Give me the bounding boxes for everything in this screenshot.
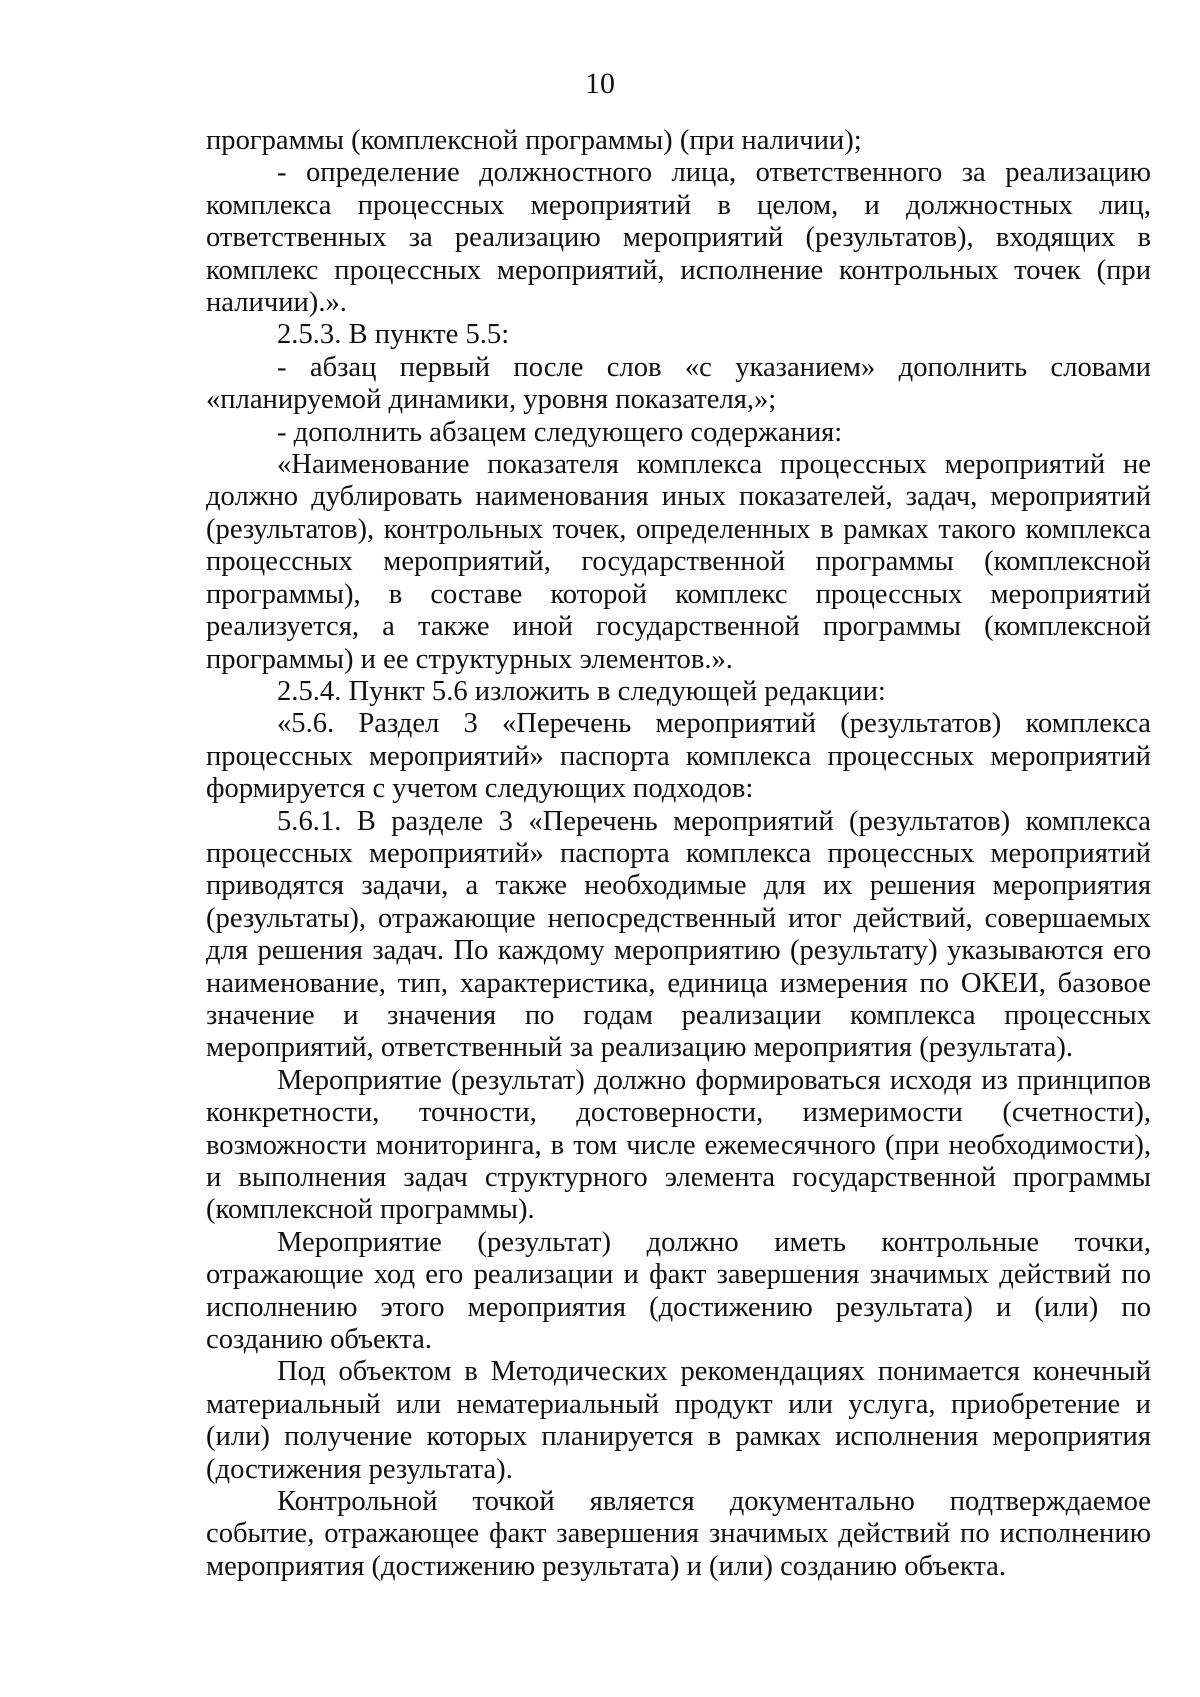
paragraph: - абзац первый после слов «с указанием» дополнить словами «планируемой динамики, уровня показателя,»; xyxy=(206,351,1151,416)
paragraph: Мероприятие (результат) должно формироваться исходя из принципов конкретности, точности, достоверности, измеримости (счетности), возможности мониторинга, в том числе ежемесячного (при необходимости), и выполнения задач структурного элемента государственной программы (комплексной программы). xyxy=(206,1064,1151,1226)
paragraph: - определение должностного лица, ответственного за реализацию комплекса процессных мероприятий в целом, и должностных лиц, ответственных за реализацию мероприятий (результатов), входящих в комплекс процессных мероприятий, исполнение контрольных точек (при наличии).». xyxy=(206,157,1151,319)
paragraph: Контрольной точкой является документально подтверждаемое событие, отражающее факт завершения значимых действий по исполнению мероприятия (достижению результата) и (или) созданию объекта. xyxy=(206,1486,1151,1582)
document-body xyxy=(206,125,1151,1583)
paragraph: Под объектом в Методических рекомендациях понимается конечный материальный или нематериальный продукт или услуга, приобретение и (или) получение которых планируется в рамках исполнения мероприятия (достижения результата). xyxy=(206,1356,1151,1485)
paragraph: «Наименование показателя комплекса процессных мероприятий не должно дублировать наименования иных показателей, задач, мероприятий (результатов), контрольных точек, определенных в рамках такого комплекса процессных мероприятий, государственной программы (комплексной программы), в составе которой комплекс процессных мероприятий реализуется, а также иной государственной программы (комплексной программы) и ее структурных элементов.». xyxy=(206,449,1151,675)
paragraph: 5.6.1. В разделе 3 «Перечень мероприятий (результатов) комплекса процессных мероприятий» паспорта комплекса процессных мероприятий приводятся задачи, а также необходимые для их решения мероприятия (результаты), отражающие непосредственный итог действий, совершаемых для решения задач. По каждому мероприятию (результату) указываются его наименование, тип, характеристика, единица измерения по ОКЕИ, базовое значение и значения по годам реализации комплекса процессных мероприятий, ответственный за реализацию мероприятия (результата). xyxy=(206,805,1151,1064)
paragraph: Мероприятие (результат) должно иметь контрольные точки, отражающие ход его реализации и факт завершения значимых действий по исполнению этого мероприятия (достижению результата) и (или) по созданию объекта. xyxy=(206,1226,1151,1356)
page-number: 10 xyxy=(585,67,615,100)
paragraph: «5.6. Раздел 3 «Перечень мероприятий (результатов) комплекса процессных мероприятий» паспорта комплекса процессных мероприятий формируется с учетом следующих подходов: xyxy=(206,708,1151,805)
paragraph: - дополнить абзацем следующего содержания: xyxy=(277,416,843,448)
paragraph: 2.5.3. В пункте 5.5: xyxy=(277,319,510,351)
paragraph: программы (комплексной программы) (при наличии); xyxy=(206,125,862,156)
paragraph: 2.5.4. Пункт 5.6 изложить в следующей редакции: xyxy=(277,675,886,707)
